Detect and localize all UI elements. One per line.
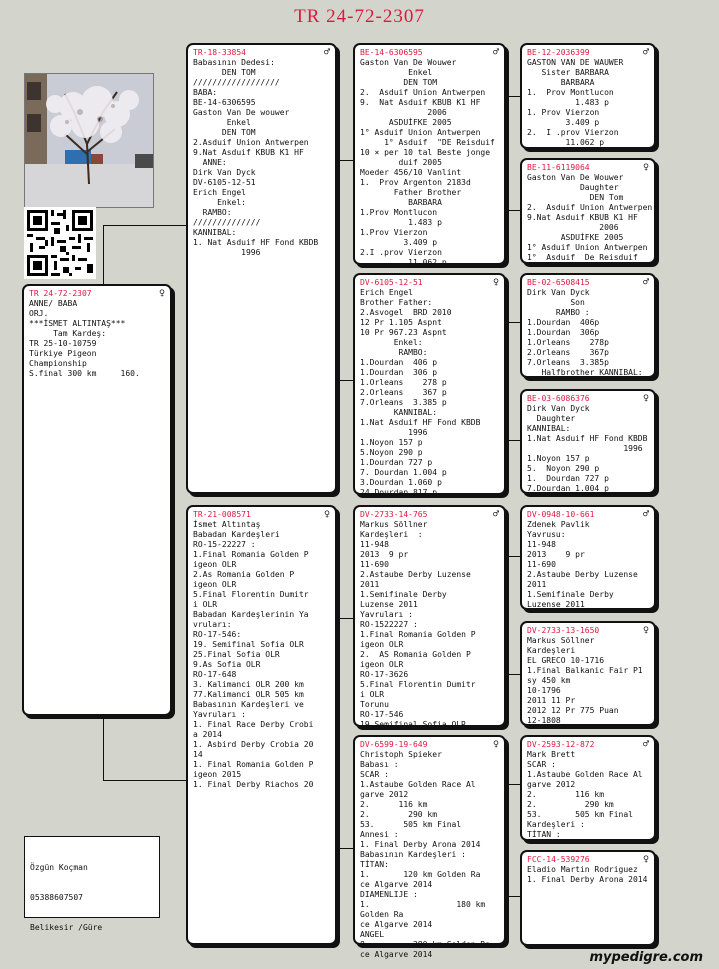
detail-line: 1.Prov Vierzon <box>360 228 428 237</box>
detail-line: 53. 505 km Final <box>527 810 633 819</box>
detail-line: 1. Prov Argenton 2183d <box>360 178 471 187</box>
detail-line: 1.Prov Montlucon <box>360 208 438 217</box>
connector-line <box>103 780 187 781</box>
owner-phone: 05388607507 <box>30 893 83 902</box>
detail-line: 7. Dourdan 1.004 p <box>360 468 447 477</box>
detail-line: DEN TOM <box>193 68 256 77</box>
detail-line: 11-690 <box>527 560 556 569</box>
pigeon-details <box>360 750 499 960</box>
detail-line: 1.Dourdan 406p <box>527 318 600 327</box>
detail-line: Son <box>527 298 585 307</box>
detail-line: 2006 <box>527 223 619 232</box>
detail-line: SCAR : <box>360 770 389 779</box>
subject-pigeon-card[interactable] <box>22 284 172 716</box>
female-icon: ♀ <box>323 509 330 520</box>
detail-line: KANNIBAL: <box>360 408 438 417</box>
detail-line: 2011 11 Pr <box>527 696 576 705</box>
detail-line: 8. 280 km Golden Ra <box>360 940 491 949</box>
detail-line: 2.As Romania Golden P <box>193 570 295 579</box>
detail-line: TİTAN: <box>360 860 389 869</box>
pigeon-details <box>527 636 649 726</box>
detail-line: 2. 290 km <box>527 800 614 809</box>
detail-line: 1.Dourdan 306 p <box>360 368 438 377</box>
pigeon-details <box>527 288 649 378</box>
male-icon: ♂ <box>492 509 499 520</box>
detail-line: BARBARA <box>527 78 595 87</box>
male-icon: ♂ <box>642 509 649 520</box>
ring-number: DV-2733-13-1650 <box>527 626 600 635</box>
detail-line: Luzense 2011 <box>360 600 418 609</box>
detail-line: 1.Nat Asduif HF Fond KBDB <box>360 418 481 427</box>
detail-line: 2.Orleans 367p <box>527 348 609 357</box>
detail-line: igeon OLR <box>193 580 237 589</box>
male-icon: ♂ <box>642 47 649 58</box>
detail-line: Enkel: <box>193 198 246 207</box>
ring-number: FCC-14-539276 <box>527 855 590 864</box>
ring-number: BE-02-6508415 <box>527 278 590 287</box>
detail-line: 11-948 <box>360 540 389 549</box>
detail-line: 1. 120 km Golden Ra <box>360 870 481 879</box>
sire-dam-sire-card[interactable] <box>520 273 656 378</box>
detail-line: DEN TOM <box>193 128 256 137</box>
detail-line: 7.Orleans 3.385p <box>527 358 609 367</box>
detail-line: 1.Dourdan 406 p <box>360 358 438 367</box>
sire-sire-card[interactable] <box>353 43 506 265</box>
connector-line <box>336 618 354 619</box>
detail-line: TR 25-10-10759 <box>29 339 97 348</box>
detail-line: S.final 300 km 160. <box>29 369 140 378</box>
detail-line: igeon OLR <box>360 660 404 669</box>
detail-line: SCAR : <box>527 760 556 769</box>
detail-line: RO-17-3626 <box>360 670 409 679</box>
detail-line: sy 450 km <box>527 676 571 685</box>
detail-line: Yavrusu: <box>527 530 566 539</box>
detail-line: Babadan Kardeşleri <box>193 530 280 539</box>
detail-line: Golden Ra <box>360 910 404 919</box>
detail-line: 11-690 <box>360 560 389 569</box>
detail-line: Babadan Kardeşlerinin Ya <box>193 610 309 619</box>
detail-line: Eladio Martin Rodriguez <box>527 865 638 874</box>
detail-line: ANNE: <box>193 158 227 167</box>
detail-line: 9.Nat Asduif KBUB K1 HF <box>193 148 304 157</box>
detail-line: 24.Dourdan 817 p <box>360 488 438 497</box>
detail-line: 2011 <box>360 580 380 589</box>
pigeon-details <box>360 520 499 730</box>
sire-sire-dam-card[interactable] <box>520 158 656 264</box>
connector-line <box>506 96 520 97</box>
female-icon: ♀ <box>492 277 499 288</box>
ring-number: BE-12-2036399 <box>527 48 590 57</box>
detail-line: 1.Semifinale Derby <box>527 590 614 599</box>
detail-line: 1996 <box>193 248 261 257</box>
detail-line: Tam Kardeş: <box>29 329 107 338</box>
detail-line: Gaston Van De Wouwer <box>527 173 624 182</box>
pigeon-details <box>527 520 649 610</box>
detail-line: RAMBO: <box>193 208 232 217</box>
detail-line: duif 2005 <box>360 158 442 167</box>
detail-line: 1.Orleans 278 p <box>360 378 447 387</box>
detail-line: 1996 <box>360 428 428 437</box>
sire-card[interactable] <box>186 43 337 494</box>
detail-line: Dirk Van Dyck <box>527 404 590 413</box>
detail-line: 12 Pr 1.105 Aspnt <box>360 318 442 327</box>
detail-line: 2.Asduif Union Antwerpen <box>193 138 309 147</box>
female-icon: ♀ <box>642 162 649 173</box>
detail-line: garve 2012 <box>360 790 409 799</box>
detail-line: ce Algarve 2014 <box>360 880 433 889</box>
loft-photo <box>24 73 154 208</box>
detail-line: garve 2012 <box>527 780 576 789</box>
detail-line: DEN TOM <box>360 78 438 87</box>
connector-line <box>506 210 520 211</box>
male-icon: ♂ <box>323 47 330 58</box>
detail-line: 9.As Sofia OLR <box>193 660 261 669</box>
dam-dam-card[interactable] <box>353 735 506 959</box>
detail-line: 5. Noyon 290 p <box>527 464 600 473</box>
connector-line <box>103 225 187 226</box>
detail-line: Luzense 2011 <box>527 600 585 609</box>
detail-line: 19.Semifinal Sofia OLR <box>360 720 466 729</box>
male-icon: ♂ <box>642 739 649 750</box>
detail-line: 1.Final Romania Golden P <box>193 550 309 559</box>
pigeon-details <box>360 58 499 268</box>
detail-line: 2. AS Romania Golden P <box>360 650 471 659</box>
connector-line <box>506 556 507 674</box>
detail-line: i OLR <box>360 690 385 699</box>
detail-line: Daughter <box>527 183 619 192</box>
detail-line: 5.Final Florentin Dumitr <box>193 590 309 599</box>
detail-line: 77.Kalimanci OLR 505 km <box>193 690 304 699</box>
detail-line: RO-1522227 : <box>360 620 418 629</box>
connector-line <box>336 848 354 849</box>
detail-line: ce Algarve 2014 <box>360 950 433 959</box>
detail-line: 1° Asduif Union Antwerpen <box>527 243 648 252</box>
detail-line: ANNE/ BABA <box>29 299 78 308</box>
detail-line: 1. Final Derby Arona 2014 <box>360 840 481 849</box>
detail-line: 3.409 p <box>360 238 438 247</box>
detail-line: 1° Asduif "DE Reisduif <box>360 138 495 147</box>
detail-line: RAMBO : <box>527 308 590 317</box>
detail-line: 1.Noyon 157 p <box>527 454 590 463</box>
dam-card[interactable] <box>186 505 337 945</box>
detail-line: DIAMENLIJE : <box>360 890 418 899</box>
detail-line: Annesi : <box>360 830 399 839</box>
detail-line: Gaston Van De wouwer <box>193 108 290 117</box>
ring-number: DV-0948-10-661 <box>527 510 595 519</box>
detail-line: ////////////// <box>193 218 261 227</box>
detail-line: TİTAN : <box>527 830 561 839</box>
detail-line: 1. Final Derby Riachos 20 <box>193 780 314 789</box>
connector-line <box>506 322 507 440</box>
sire-sire-sire-card[interactable] <box>520 43 656 149</box>
detail-line: 1. Final Romania Golden P <box>193 760 314 769</box>
detail-line: Dirk Van Dyck <box>527 288 590 297</box>
pigeon-details <box>193 58 330 258</box>
detail-line: 1. Asbird Derby Crobia 20 <box>193 740 314 749</box>
detail-line: 2.Astaube Derby Luzense <box>360 570 471 579</box>
detail-line: 53. 505 km Final <box>360 820 462 829</box>
detail-line: Babasının Kardeşleri : <box>360 850 466 859</box>
detail-line: 2.Orleans 367 p <box>360 388 447 397</box>
ring-number: TR-18-33854 <box>193 48 246 57</box>
detail-line: Brother Father: <box>360 298 433 307</box>
detail-line: 10-1796 <box>527 686 561 695</box>
detail-line: 1.Orleans 278p <box>527 338 609 347</box>
owner-name: Özgün Koçman <box>30 863 88 872</box>
detail-line: 2. I .prov Vierzon <box>527 128 619 137</box>
connector-line <box>506 784 507 896</box>
dam-sire-card[interactable] <box>353 505 506 727</box>
detail-line: 1.Final Romania Golden P <box>360 630 476 639</box>
detail-line: a 2014 <box>193 730 222 739</box>
detail-line: Türkiye Pigeon <box>29 349 97 358</box>
owner-location: Belikesir /Güre <box>30 923 103 932</box>
detail-line: igeon OLR <box>193 560 237 569</box>
detail-line: 2011 <box>527 580 547 589</box>
detail-line: igeon 2015 <box>193 770 242 779</box>
detail-line: 1. 180 km <box>360 900 486 909</box>
connector-line <box>506 784 520 785</box>
detail-line: Gaston Van De Wouwer <box>360 58 457 67</box>
pigeon-details <box>29 299 165 379</box>
detail-line: 1° Asduif De Reisduif <box>527 253 638 262</box>
detail-line: 1.Dourdan 727 p <box>360 458 433 467</box>
detail-line: ////////////////// <box>193 78 280 87</box>
dam-sire-dam-card[interactable] <box>520 621 656 726</box>
connector-line <box>506 440 520 441</box>
detail-line: Halfbrother KANNIBAL: <box>527 368 643 377</box>
ring-number: TR-21-008571 <box>193 510 251 519</box>
detail-line: 2.I .prov Vierzon <box>360 248 442 257</box>
detail-line: Kardeşleri : <box>360 530 423 539</box>
male-icon: ♂ <box>642 277 649 288</box>
detail-line: Kardeşleri : <box>527 820 585 829</box>
sire-dam-card[interactable] <box>353 273 506 495</box>
detail-line: 2. 116 km <box>360 800 428 809</box>
detail-line: 1. Final Race Derby Crobi <box>193 720 314 729</box>
detail-line: KANNIBAL: <box>527 424 571 433</box>
detail-line: 9. Nat Asduif KBUB K1 HF <box>360 98 481 107</box>
detail-line: BE-14-6306595 <box>193 98 256 107</box>
detail-line: 5.Noyon 290 p <box>360 448 423 457</box>
detail-line: Dirk Van Dyck <box>193 168 256 177</box>
connector-line <box>506 556 520 557</box>
detail-line: 1.Noyon 157 p <box>360 438 423 447</box>
connector-line <box>506 96 507 210</box>
ring-number: BE-14-6306595 <box>360 48 423 57</box>
detail-line: 11.062 p <box>360 258 447 267</box>
female-icon: ♀ <box>642 625 649 636</box>
detail-line: Enkel <box>360 68 433 77</box>
ring-number: BE-11-6119064 <box>527 163 590 172</box>
detail-line: ORJ. <box>29 309 49 318</box>
detail-line: 5.Final Florentin Dumitr <box>360 680 476 689</box>
detail-line: KANNIBAL: <box>193 228 237 237</box>
connector-line <box>336 160 354 161</box>
pigeon-details <box>527 404 649 494</box>
detail-line: 2013 9 pr <box>360 550 409 559</box>
detail-line: DEN Tom <box>527 193 624 202</box>
detail-line: Daughter <box>527 414 576 423</box>
owner-contact-box <box>24 836 160 932</box>
detail-line: Kardeşleri <box>527 646 576 655</box>
page-title: TR 24-72-2307 <box>294 6 425 27</box>
detail-line: Christoph Spieker <box>360 750 442 759</box>
female-icon: ♀ <box>492 739 499 750</box>
female-icon: ♀ <box>642 393 649 404</box>
connector-line <box>336 380 354 381</box>
detail-line: 1.483 p <box>527 98 609 107</box>
pigeon-details <box>360 288 499 498</box>
male-icon: ♂ <box>492 47 499 58</box>
sire-dam-dam-card[interactable] <box>520 389 656 494</box>
ring-number: DV-6599-19-649 <box>360 740 428 749</box>
ring-number: TR 24-72-2307 <box>29 289 92 298</box>
connector-line <box>103 225 104 284</box>
ring-number: DV-2733-14-765 <box>360 510 428 519</box>
pigeon-details <box>193 520 330 790</box>
female-icon: ♀ <box>158 288 165 299</box>
detail-line: 1.Nat Asduif HF Fond KBDB <box>527 434 648 443</box>
pigeon-details <box>527 865 649 885</box>
detail-line: RAMBO: <box>360 348 428 357</box>
detail-line: Erich Engel <box>193 188 246 197</box>
detail-line: 2012 12 Pr 775 Puan <box>527 706 619 715</box>
detail-line: 3. Kalimanci OLR 200 km <box>193 680 304 689</box>
dam-dam-dam-card[interactable] <box>520 850 656 946</box>
detail-line: igeon OLR <box>360 640 404 649</box>
female-icon: ♀ <box>642 854 649 865</box>
detail-line: Enkel: <box>360 338 423 347</box>
detail-line: 14 <box>193 750 203 759</box>
detail-line: Moeder 456/10 Vanlint <box>360 168 462 177</box>
detail-line: 1. Final Derby Arona 2014 <box>527 875 648 884</box>
detail-line: 1. Nat Asduif HF Fond KBDB <box>193 238 319 247</box>
detail-line: Father Brother <box>360 188 462 197</box>
detail-line: Babasının Dedesi: <box>193 58 275 67</box>
detail-line: 11-948 <box>527 540 556 549</box>
pigeon-details <box>527 750 649 840</box>
detail-line: 1996 <box>527 444 643 453</box>
detail-line: ANGEL <box>360 930 385 939</box>
detail-line: Babası : <box>360 760 399 769</box>
detail-line: 2. 116 km <box>527 790 605 799</box>
connector-line <box>506 896 520 897</box>
detail-line: Markus Söllner <box>360 520 428 529</box>
dam-dam-sire-card[interactable] <box>520 735 656 841</box>
detail-line: BARBARA <box>360 198 442 207</box>
qr-code[interactable] <box>24 207 96 279</box>
detail-line: Babasının Kardeşleri ve <box>193 700 304 709</box>
detail-line: EL GRECO 10-1716 <box>527 656 605 665</box>
detail-line: Markus Söllner <box>527 636 595 645</box>
detail-line: 12-1808 <box>527 716 561 725</box>
detail-line: 11.062 p <box>527 138 605 147</box>
detail-line: DV-6105-12-51 <box>193 178 256 187</box>
detail-line: 3.Dourdan 1.060 p <box>360 478 442 487</box>
connector-line <box>103 717 104 780</box>
ring-number: BE-03-6086376 <box>527 394 590 403</box>
detail-line: 9.Nat Asduif KBUB K1 HF <box>527 213 638 222</box>
detail-line: 1.483 p <box>360 218 442 227</box>
detail-line: 1.Astaube Golden Race Al <box>527 770 643 779</box>
site-watermark[interactable]: mypedigre.com <box>589 950 703 965</box>
ring-number: DV-2593-12-872 <box>527 740 595 749</box>
detail-line: RO-17-648 <box>193 670 237 679</box>
detail-line: 2006 <box>360 108 447 117</box>
detail-line: Erich Engel <box>360 288 413 297</box>
detail-line: 10 × per 10 tal Beste jonge <box>360 148 491 157</box>
detail-line: 1.Astaube Golden Race Al <box>360 780 476 789</box>
detail-line: Zdenek Pavlik <box>527 520 590 529</box>
detail-line: ce Algarve 2014 <box>360 920 433 929</box>
detail-line: 1.Dourdan 306p <box>527 328 600 337</box>
detail-line: İsmet Altıntaş <box>193 520 261 529</box>
ring-number: DV-6105-12-51 <box>360 278 423 287</box>
detail-line: Yavruları : <box>193 710 246 719</box>
connector-line <box>506 674 520 675</box>
detail-line: 1.Semifinale Derby <box>360 590 447 599</box>
detail-line: 1. Prov Montlucon <box>527 88 614 97</box>
detail-line: ASDUİFKE 2005 <box>527 233 624 242</box>
detail-line: 10 Pr 967.23 Aspnt <box>360 328 447 337</box>
detail-line: Championship <box>29 359 87 368</box>
detail-line: 2013 9 pr <box>527 550 585 559</box>
detail-line: RO-17-546: <box>193 630 242 639</box>
detail-line: 25.Final Sofia OLR <box>193 650 280 659</box>
detail-line: Mark Brett <box>527 750 576 759</box>
detail-line: Sister BARBARA <box>527 68 609 77</box>
detail-line: 2. 290 km <box>360 810 438 819</box>
detail-line: 1. Prov Vierzon <box>527 108 600 117</box>
detail-line: 7.Orleans 3.385 p <box>360 398 447 407</box>
detail-line: ***İSMET ALTINTAŞ*** <box>29 319 126 328</box>
detail-line: BABA: <box>193 88 218 97</box>
pigeon-details <box>527 58 649 148</box>
detail-line: RO-15-22227 : <box>193 540 256 549</box>
detail-line: Yavruları : <box>360 610 413 619</box>
detail-line: vruları: <box>193 620 232 629</box>
dam-sire-sire-card[interactable] <box>520 505 656 610</box>
detail-line: 1.Final Balkanic Fair P1 <box>527 666 643 675</box>
detail-line: 1. Dourdan 727 p <box>527 474 609 483</box>
detail-line: 2.Asvogel BRD 2010 <box>360 308 452 317</box>
detail-line: 7.Dourdan 1.004 p <box>527 484 609 493</box>
detail-line: RO-17-546 <box>360 710 404 719</box>
detail-line: i OLR <box>193 600 218 609</box>
detail-line: Torunu <box>360 700 389 709</box>
detail-line: 2. Asduif Union Antwerpen <box>527 203 653 212</box>
detail-line: 2.Astaube Derby Luzense <box>527 570 638 579</box>
connector-line <box>506 322 520 323</box>
detail-line: 1° Asduif Union Antwerpen <box>360 128 481 137</box>
detail-line: ASDUİFKE 2005 <box>360 118 452 127</box>
detail-line: 3.409 p <box>527 118 600 127</box>
detail-line: 2. Asduif Union Antwerpen <box>360 88 486 97</box>
detail-line: 19. Semifinal Sofia OLR <box>193 640 304 649</box>
detail-line: GASTON VAN DE WAUWER <box>527 58 624 67</box>
detail-line: Enkel <box>193 118 251 127</box>
pigeon-details <box>527 173 653 263</box>
